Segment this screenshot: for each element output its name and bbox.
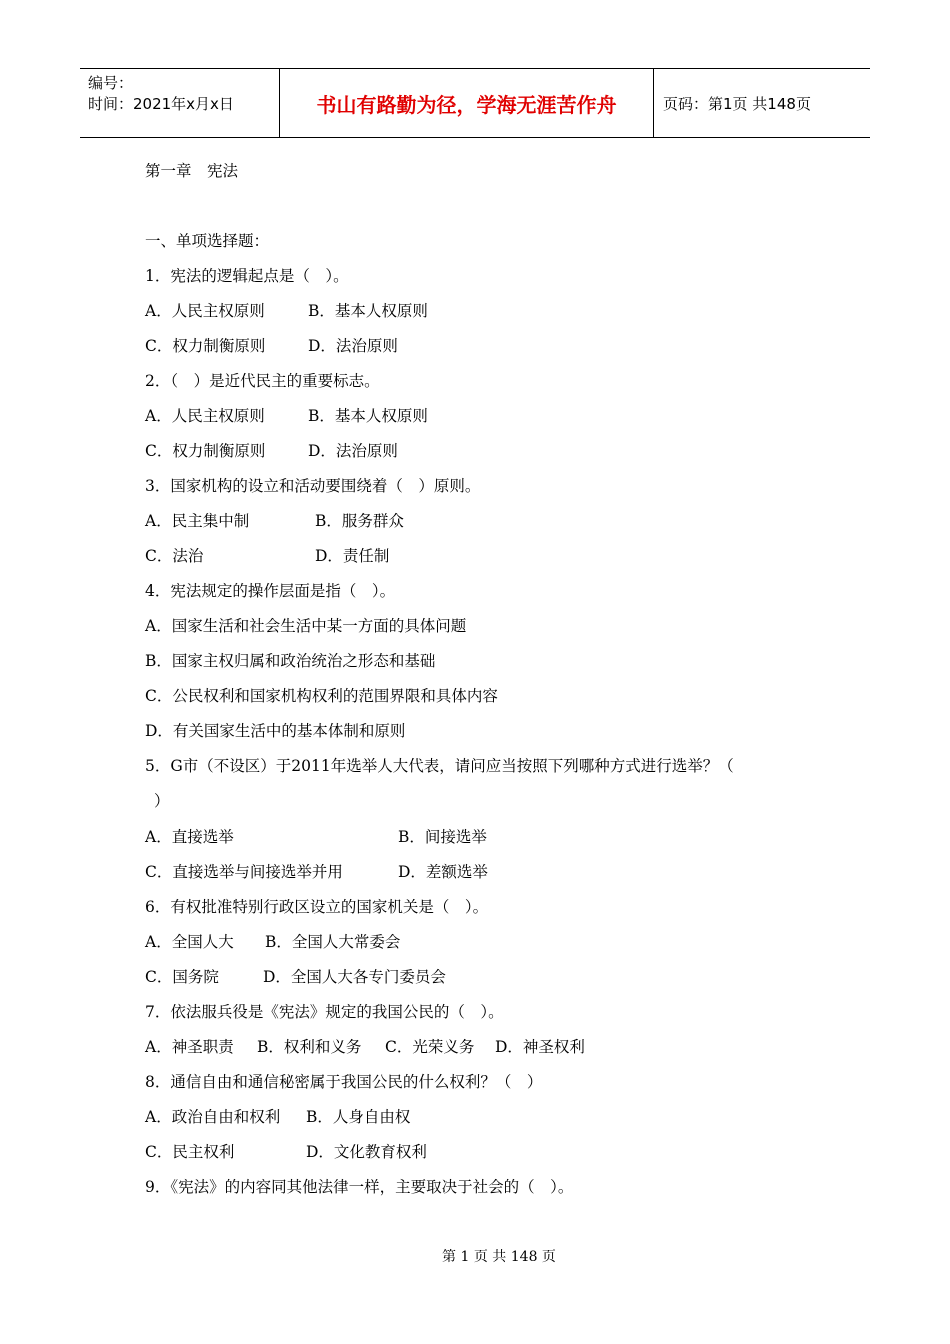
answer-option: A．直接选举 xyxy=(145,828,234,846)
header-page-info: 页码：第1页 共148页 xyxy=(663,94,811,113)
answer-option: C．法治 xyxy=(145,547,204,565)
answer-option: A．政治自由和权利 xyxy=(145,1108,281,1126)
section-title: 一、单项选择题： xyxy=(145,232,270,250)
answer-option: A．全国人大 xyxy=(145,933,234,951)
question-text: 2．（ ）是近代民主的重要标志。 xyxy=(145,372,380,390)
answer-option: B．基本人权原则 xyxy=(308,302,428,320)
question-text: 5．G市（不设区）于2011年选举人大代表，请问应当按照下列哪种方式进行选举？（ xyxy=(145,757,734,775)
header-meta xyxy=(80,69,280,137)
question-text: D．有关国家生活中的基本体制和原则 xyxy=(145,722,406,740)
answer-option: B．全国人大常委会 xyxy=(265,933,401,951)
answer-option: D．责任制 xyxy=(315,547,390,565)
question-text: 6．有权批准特别行政区设立的国家机关是（ ）。 xyxy=(145,898,489,916)
header-motto: 书山有路勤为径，学海无涯苦作舟 xyxy=(280,69,654,137)
answer-option: B．人身自由权 xyxy=(306,1108,411,1126)
answer-option: D．法治原则 xyxy=(308,337,398,355)
answer-option: B．服务群众 xyxy=(315,512,404,530)
page-header xyxy=(80,68,870,138)
question-text: A．国家生活和社会生活中某一方面的具体问题 xyxy=(145,617,467,635)
question-text: 4．宪法规定的操作层面是指（ ）。 xyxy=(145,582,396,600)
chapter-title: 第一章 宪法 xyxy=(145,162,239,180)
question-text: 9．《宪法》的内容同其他法律一样，主要取决于社会的（ ）。 xyxy=(145,1178,574,1196)
answer-option: D．差额选举 xyxy=(398,863,488,881)
answer-option: D．法治原则 xyxy=(308,442,398,460)
question-text: 7．依法服兵役是《宪法》规定的我国公民的（ ）。 xyxy=(145,1003,504,1021)
question-text: 1．宪法的逻辑起点是（ ）。 xyxy=(145,267,349,285)
answer-option: C．权力制衡原则 xyxy=(145,337,266,355)
answer-option: C．直接选举与间接选举并用 xyxy=(145,863,343,881)
answer-option: D．神圣权利 xyxy=(495,1038,585,1056)
answer-option: C．光荣义务 xyxy=(385,1038,475,1056)
answer-option: B．基本人权原则 xyxy=(308,407,428,425)
question-text: C．公民权利和国家机构权利的范围界限和具体内容 xyxy=(145,687,498,705)
answer-option: D．文化教育权利 xyxy=(306,1143,427,1161)
answer-option: B．间接选举 xyxy=(398,828,487,846)
document-number-label: 编号： xyxy=(88,74,134,92)
answer-option: C．国务院 xyxy=(145,968,219,986)
answer-option: C．权力制衡原则 xyxy=(145,442,266,460)
answer-option: A．人民主权原则 xyxy=(145,407,265,425)
question-text: B．国家主权归属和政治统治之形态和基础 xyxy=(145,652,436,670)
document-date: 时间：2021年x月x日 xyxy=(88,95,234,113)
answer-option: C．民主权利 xyxy=(145,1143,235,1161)
answer-option: A．人民主权原则 xyxy=(145,302,265,320)
answer-option: A．民主集中制 xyxy=(145,512,250,530)
answer-option: D．全国人大各专门委员会 xyxy=(263,968,446,986)
question-text: 8．通信自由和通信秘密属于我国公民的什么权利？（ ） xyxy=(145,1073,543,1091)
question-text: 3．国家机构的设立和活动要围绕着（ ）原则。 xyxy=(145,477,481,495)
answer-option: A．神圣职责 xyxy=(145,1038,234,1056)
answer-option: B．权利和义务 xyxy=(257,1038,362,1056)
question-text: ） xyxy=(154,792,170,810)
page-footer: 第 1 页 共 148 页 xyxy=(442,1249,556,1265)
